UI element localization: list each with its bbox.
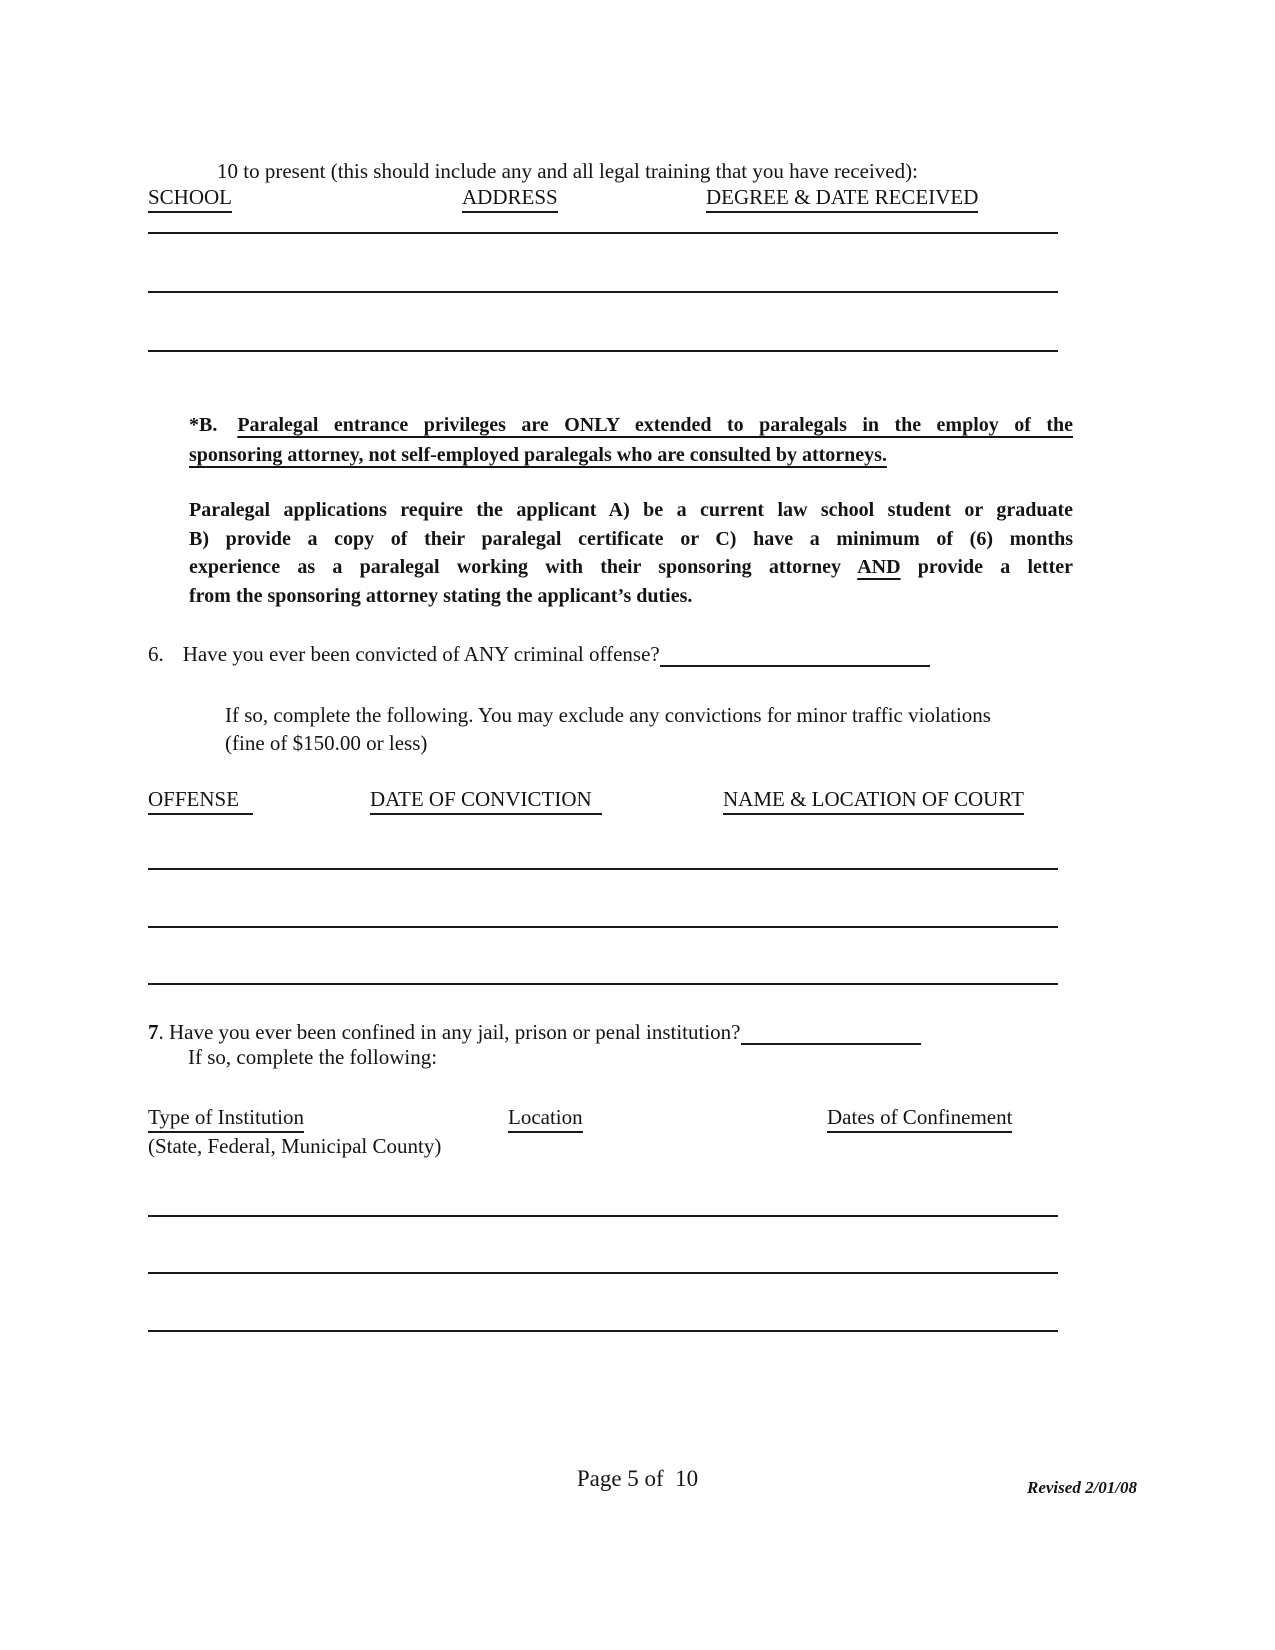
education-answer-line-3[interactable] [148,350,1058,352]
confinement-answer-line-3[interactable] [148,1330,1058,1332]
question-6-answer-line[interactable] [660,644,930,667]
question-6 [148,641,930,668]
education-address-header: ADDRESS [462,185,558,213]
conviction-court-header: NAME & LOCATION OF COURT [723,787,1024,815]
requirements-line2: B) provide a copy of their paralegal certificate or C) have a minimum of (6) months [189,527,1073,550]
question-6-text: Have you ever been convicted of ANY criminal offense? [182,642,660,666]
requirements-line3-pre: experience as a paralegal working with their sponsoring attorney [189,556,842,578]
paragraph-b [189,410,1073,470]
requirements-line3 [189,553,1073,582]
education-school-header: SCHOOL [148,185,232,213]
requirements-line3-and: AND [857,556,901,578]
question-6-note-line2: (fine of $150.00 or less) [225,731,428,755]
conviction-answer-line-2[interactable] [148,926,1058,928]
requirements-line3-post: provide a letter [917,556,1073,578]
question-7-number: 7 [148,1020,159,1044]
confinement-location-header: Location [508,1105,583,1133]
footer-revised-date: Revised 2/01/08 [1027,1478,1138,1497]
education-degree-header: DEGREE & DATE RECEIVED [706,185,978,213]
question-7-answer-line[interactable] [741,1022,921,1045]
intro-line: 10 to present (this should include any and all legal training that you have received): [217,159,918,183]
education-answer-line-2[interactable] [148,291,1058,293]
conviction-answer-line-1[interactable] [148,868,1058,870]
confinement-answer-line-2[interactable] [148,1272,1058,1274]
question-6-number: 6. [148,642,164,666]
confinement-dates-header: Dates of Confinement [827,1105,1012,1133]
paragraph-b-label: *B. [189,414,218,436]
question-7-if-so: If so, complete the following: [188,1045,438,1069]
question-7-text: . Have you ever been confined in any jail, prison or penal institution? [158,1020,741,1044]
paragraph-b-line1: Paralegal entrance privileges are ONLY extended to paralegals in the employ of the [237,414,1073,436]
question-6-note-line1: If so, complete the following. You may exclude any convictions for minor traffic violations [225,703,991,727]
paragraph-b-line2: sponsoring attorney, not self-employed paralegals who are consulted by attorneys. [189,444,887,466]
question-7 [148,1019,921,1046]
conviction-date-header: DATE OF CONVICTION [370,787,602,815]
requirements-paragraph [189,496,1073,610]
conviction-answer-line-3[interactable] [148,983,1058,985]
footer-page-number: Page 5 of 10 [576,1466,699,1491]
confinement-answer-line-1[interactable] [148,1215,1058,1217]
question-6-note [225,701,1105,757]
confinement-type-header: Type of Institution [148,1105,304,1133]
requirements-line1: Paralegal applications require the applicant A) be a current law school student or graduate [189,499,1073,521]
education-answer-line-1[interactable] [148,232,1058,234]
conviction-offense-header: OFFENSE [148,787,253,815]
requirements-line4: from the sponsoring attorney stating the applicant’s duties. [189,584,693,607]
confinement-type-note: (State, Federal, Municipal County) [148,1134,442,1158]
